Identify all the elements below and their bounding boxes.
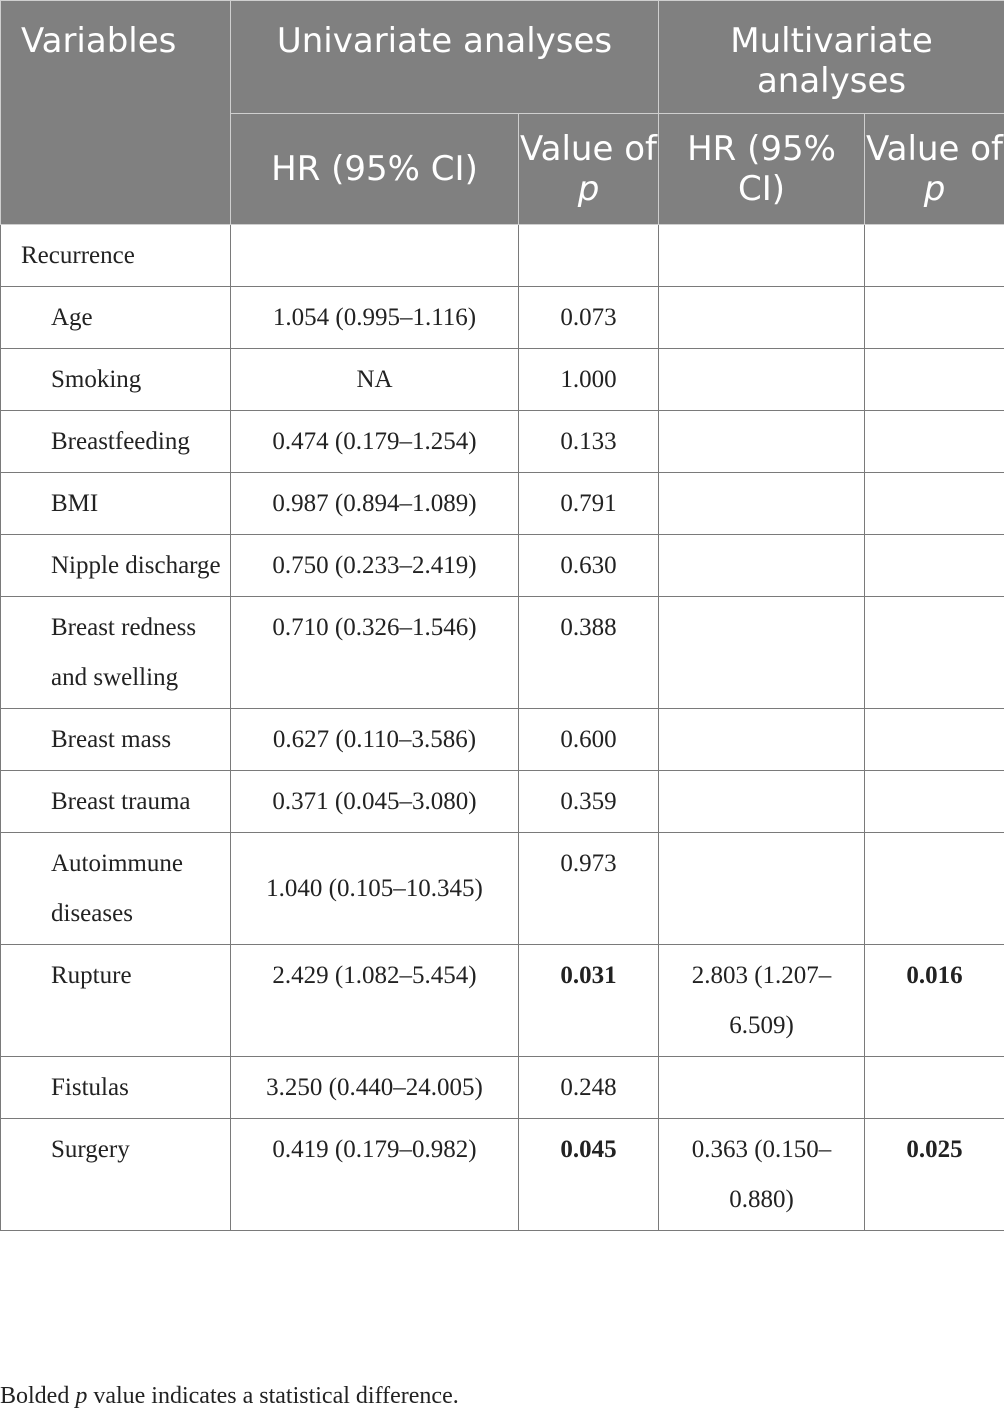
univariate-hr: NA <box>231 349 519 411</box>
variable-name: Breastfeeding <box>1 411 231 473</box>
univariate-hr: 0.419 (0.179–0.982) <box>231 1119 519 1231</box>
table-row <box>1 709 1004 771</box>
univariate-hr: 1.040 (0.105–10.345) <box>231 833 519 945</box>
multivariate-hr <box>659 597 865 709</box>
multivariate-hr <box>659 833 865 945</box>
variable-name: Breast redness and swelling <box>1 597 231 709</box>
univariate-p: 0.359 <box>519 771 659 833</box>
multivariate-p <box>865 473 1004 535</box>
multivariate-hr: 0.363 (0.150–0.880) <box>659 1119 865 1231</box>
table-row <box>1 945 1004 1057</box>
univariate-p: 0.248 <box>519 1057 659 1119</box>
multivariate-p <box>865 287 1004 349</box>
header-p-multivariate: Value of p <box>865 114 1004 225</box>
header-hr-univariate: HR (95% CI) <box>231 114 519 225</box>
variable-name: Fistulas <box>1 1057 231 1119</box>
header-multivariate: Multivariate analyses <box>659 1 1004 114</box>
multivariate-p: 0.025 <box>865 1119 1004 1231</box>
univariate-hr: 0.710 (0.326–1.546) <box>231 597 519 709</box>
multivariate-p: 0.016 <box>865 945 1004 1057</box>
multivariate-p <box>865 597 1004 709</box>
variable-name: Age <box>1 287 231 349</box>
univariate-hr: 2.429 (1.082–5.454) <box>231 945 519 1057</box>
univariate-hr: 1.054 (0.995–1.116) <box>231 287 519 349</box>
multivariate-p <box>865 411 1004 473</box>
multivariate-hr <box>659 1057 865 1119</box>
multivariate-p <box>865 349 1004 411</box>
table-row <box>1 833 1004 945</box>
table-row <box>1 535 1004 597</box>
header-variables: Variables <box>1 1 231 225</box>
multivariate-p <box>865 771 1004 833</box>
table-row <box>1 597 1004 709</box>
univariate-p: 0.600 <box>519 709 659 771</box>
univariate-hr: 0.987 (0.894–1.089) <box>231 473 519 535</box>
multivariate-p <box>865 833 1004 945</box>
multivariate-hr <box>659 709 865 771</box>
univariate-hr: 0.750 (0.233–2.419) <box>231 535 519 597</box>
univariate-hr: 0.627 (0.110–3.586) <box>231 709 519 771</box>
variable-name: BMI <box>1 473 231 535</box>
variable-name: Smoking <box>1 349 231 411</box>
table-row <box>1 411 1004 473</box>
univariate-p: 0.630 <box>519 535 659 597</box>
table-row <box>1 473 1004 535</box>
section-label: Recurrence <box>1 225 231 287</box>
section-row <box>1 225 1004 287</box>
variable-name: Surgery <box>1 1119 231 1231</box>
univariate-p: 0.973 <box>519 833 659 945</box>
univariate-hr: 0.371 (0.045–3.080) <box>231 771 519 833</box>
table-row <box>1 349 1004 411</box>
variable-name: Nipple discharge <box>1 535 231 597</box>
multivariate-hr <box>659 771 865 833</box>
table-footnote: Bolded p value indicates a statistical difference. <box>0 1383 459 1409</box>
univariate-p: 0.388 <box>519 597 659 709</box>
table-row <box>1 1057 1004 1119</box>
univariate-p: 0.133 <box>519 411 659 473</box>
variable-name: Rupture <box>1 945 231 1057</box>
multivariate-hr <box>659 411 865 473</box>
univariate-p: 0.045 <box>519 1119 659 1231</box>
multivariate-hr <box>659 287 865 349</box>
univariate-p: 0.791 <box>519 473 659 535</box>
header-univariate: Univariate analyses <box>231 1 659 114</box>
variable-name: Breast mass <box>1 709 231 771</box>
table-row <box>1 771 1004 833</box>
multivariate-p <box>865 535 1004 597</box>
variable-name: Autoimmune diseases <box>1 833 231 945</box>
multivariate-p <box>865 1057 1004 1119</box>
univariate-p: 1.000 <box>519 349 659 411</box>
header-hr-multivariate: HR (95% CI) <box>659 114 865 225</box>
multivariate-hr <box>659 473 865 535</box>
table-row <box>1 1119 1004 1231</box>
multivariate-hr: 2.803 (1.207–6.509) <box>659 945 865 1057</box>
multivariate-hr <box>659 349 865 411</box>
variable-name: Breast trauma <box>1 771 231 833</box>
header-p-univariate: Value of p <box>519 114 659 225</box>
multivariate-hr <box>659 535 865 597</box>
univariate-p: 0.073 <box>519 287 659 349</box>
multivariate-p <box>865 709 1004 771</box>
univariate-hr: 3.250 (0.440–24.005) <box>231 1057 519 1119</box>
univariate-p: 0.031 <box>519 945 659 1057</box>
table-row <box>1 287 1004 349</box>
univariate-hr: 0.474 (0.179–1.254) <box>231 411 519 473</box>
